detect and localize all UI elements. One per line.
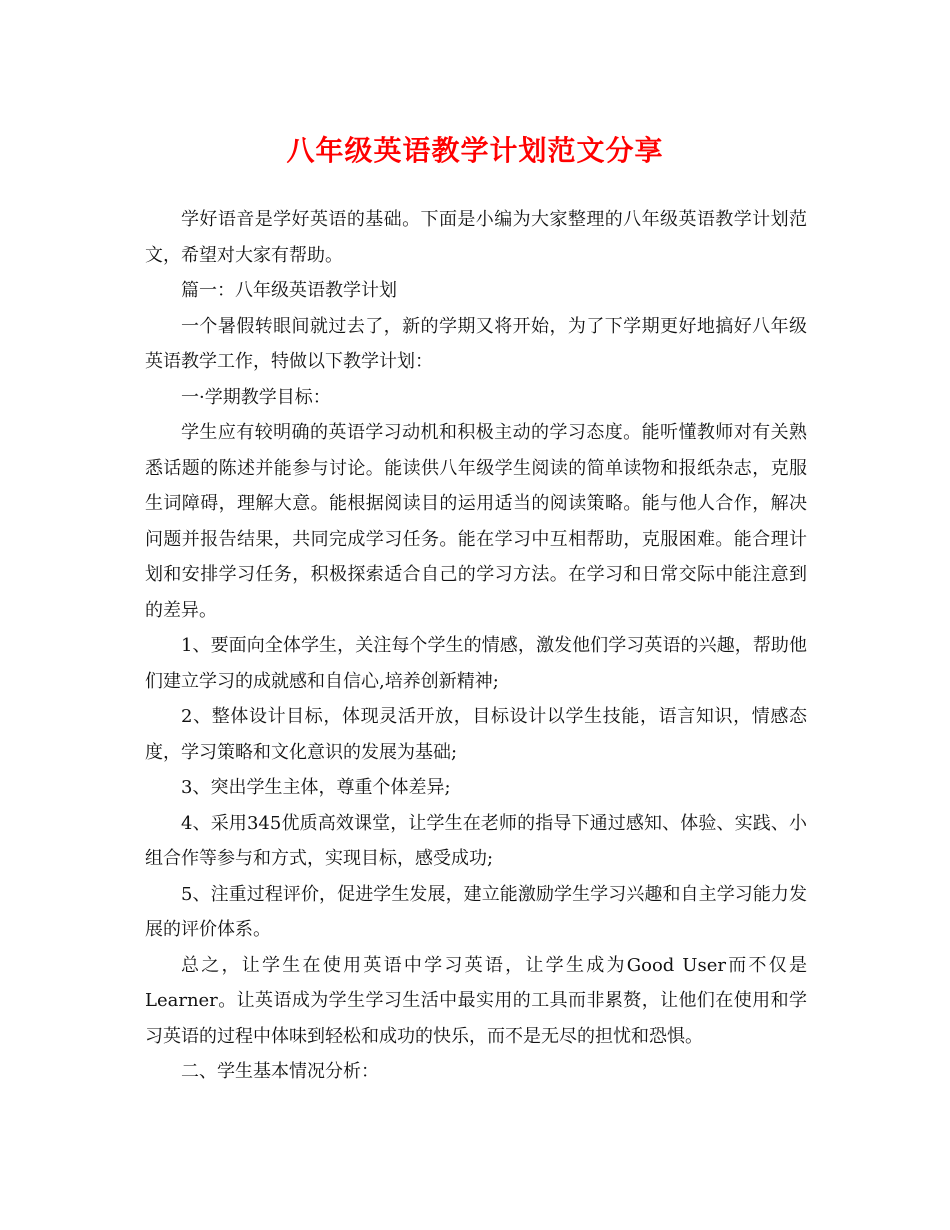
- paragraph-section-heading: 篇一：八年级英语教学计划: [181, 280, 397, 301]
- paragraph-goals: 学生应有较明确的英语学习动机和积极主动的学习态度。能听懂教师对有关熟悉话题的陈述并能参与讨论。能读供八年级学生阅读的简单读物和报纸杂志，克服生词障碍，理解大意。能根据阅读目的运用适当的阅读策略。能与他人合作，解决问题并报告结果，共同完成学习任务。能在学习中互相帮助，克服困难。能合理计划和安排学习任务，积极探索适合自己的学习方法。在学习和日常交际中能注意到的差异。: [145, 422, 807, 621]
- document-title: 八年级英语教学计划范文分享: [286, 134, 664, 167]
- paragraph-analysis-heading: 二、学生基本情况分析：: [181, 1061, 379, 1082]
- paragraph-goals-heading: 一·学期教学目标：: [181, 386, 331, 408]
- list-item-1: 1、要面向全体学生，关注每个学生的情感，激发他们学习英语的兴趣，帮助他们建立学习的成就感和自信心,培养创新精神;: [145, 635, 807, 692]
- list-item-4: 4、采用345优质高效课堂，让学生在老师的指导下通过感知、体验、实践、小组合作等参与和方式，实现目标，感受成功;: [145, 812, 807, 869]
- list-item-2: 2、整体设计目标，体现灵活开放，目标设计以学生技能，语言知识，情感态度，学习策略和文化意识的发展为基础;: [145, 706, 807, 763]
- paragraph-intro: 学好语音是学好英语的基础。下面是小编为大家整理的八年级英语教学计划范文，希望对大家有帮助。: [145, 209, 807, 266]
- list-item-3: 3、突出学生主体，尊重个体差异;: [181, 777, 451, 798]
- paragraph-summary: 总之，让学生在使用英语中学习英语，让学生成为Good User而不仅是Learner。让英语成为学生学习生活中最实用的工具而非累赘，让他们在使用和学习英语的过程中体味到轻松和成功的快乐，而不是无尽的担忧和恐惧。: [145, 954, 807, 1047]
- paragraph-opening: 一个暑假转眼间就过去了，新的学期又将开始，为了下学期更好地搞好八年级英语教学工作，特做以下教学计划：: [145, 315, 807, 372]
- document-body: [145, 202, 807, 1090]
- list-item-5: 5、注重过程评价，促进学生发展，建立能激励学生学习兴趣和自主学习能力发展的评价体系。: [145, 883, 807, 940]
